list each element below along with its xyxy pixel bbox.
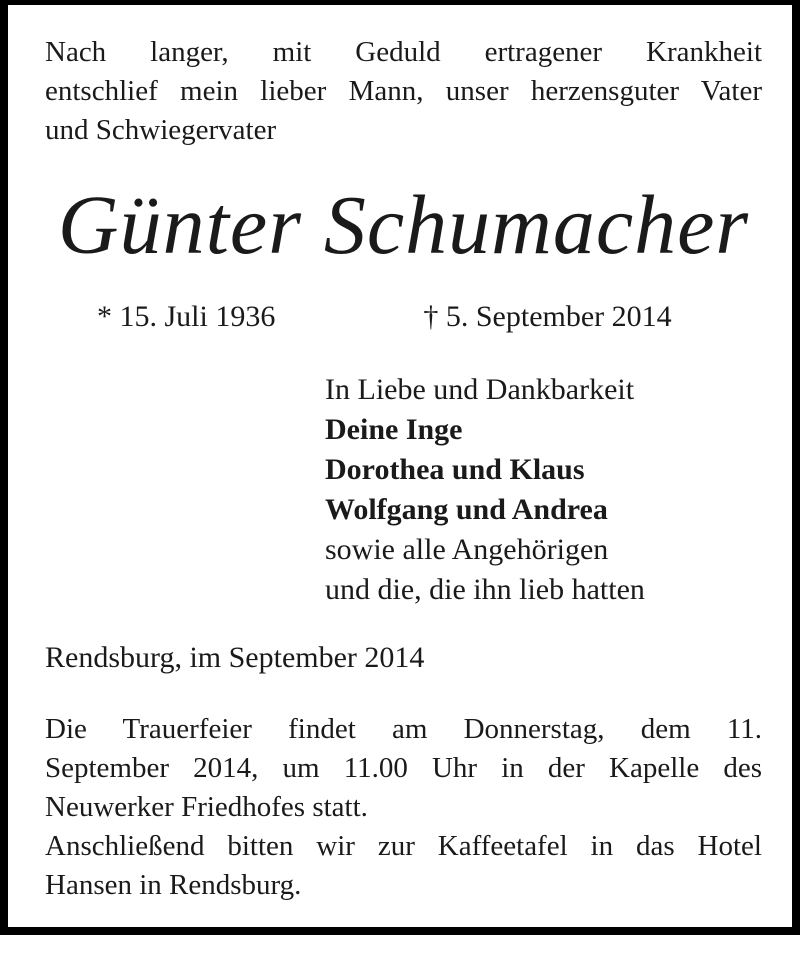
birth-date: * 15. Juli 1936 xyxy=(97,300,276,333)
mourner-name-3: Wolfgang und Andrea xyxy=(325,493,608,526)
obituary-notice xyxy=(8,33,792,955)
life-dates-row xyxy=(45,297,762,337)
tribute-block xyxy=(325,370,762,610)
funeral-line-2: September 2014, um 11.00 Uhr in der Kapelle des xyxy=(45,752,762,784)
death-date: † 5. September 2014 xyxy=(423,300,672,333)
funeral-paragraph xyxy=(45,710,762,905)
intro-paragraph xyxy=(45,33,762,150)
mourner-name-1: Deine Inge xyxy=(325,413,463,446)
mourner-name-2: Dorothea und Klaus xyxy=(325,453,585,486)
place-date-line: Rendsburg, im September 2014 xyxy=(45,641,425,674)
intro-line-1: Nach langer, mit Geduld ertragener Krankheit xyxy=(45,36,762,68)
tribute-line-1: In Liebe und Dankbarkeit xyxy=(325,373,635,406)
deceased-name: Günter Schumacher xyxy=(57,179,750,272)
tribute-line-6: und die, die ihn lieb hatten xyxy=(325,573,645,606)
intro-line-3: und Schwiegervater xyxy=(45,114,277,146)
funeral-line-5: Hansen in Rendsburg. xyxy=(45,869,302,901)
intro-line-2: entschlief mein lieber Mann, unser herzensguter Vater xyxy=(45,75,762,107)
funeral-line-1: Die Trauerfeier findet am Donnerstag, dem 11. xyxy=(45,713,762,745)
funeral-line-3: Neuwerker Friedhofes statt. xyxy=(45,791,368,823)
tribute-line-5: sowie alle Angehörigen xyxy=(325,533,609,566)
funeral-line-4: Anschließend bitten wir zur Kaffeetafel in das Hotel xyxy=(45,830,762,862)
